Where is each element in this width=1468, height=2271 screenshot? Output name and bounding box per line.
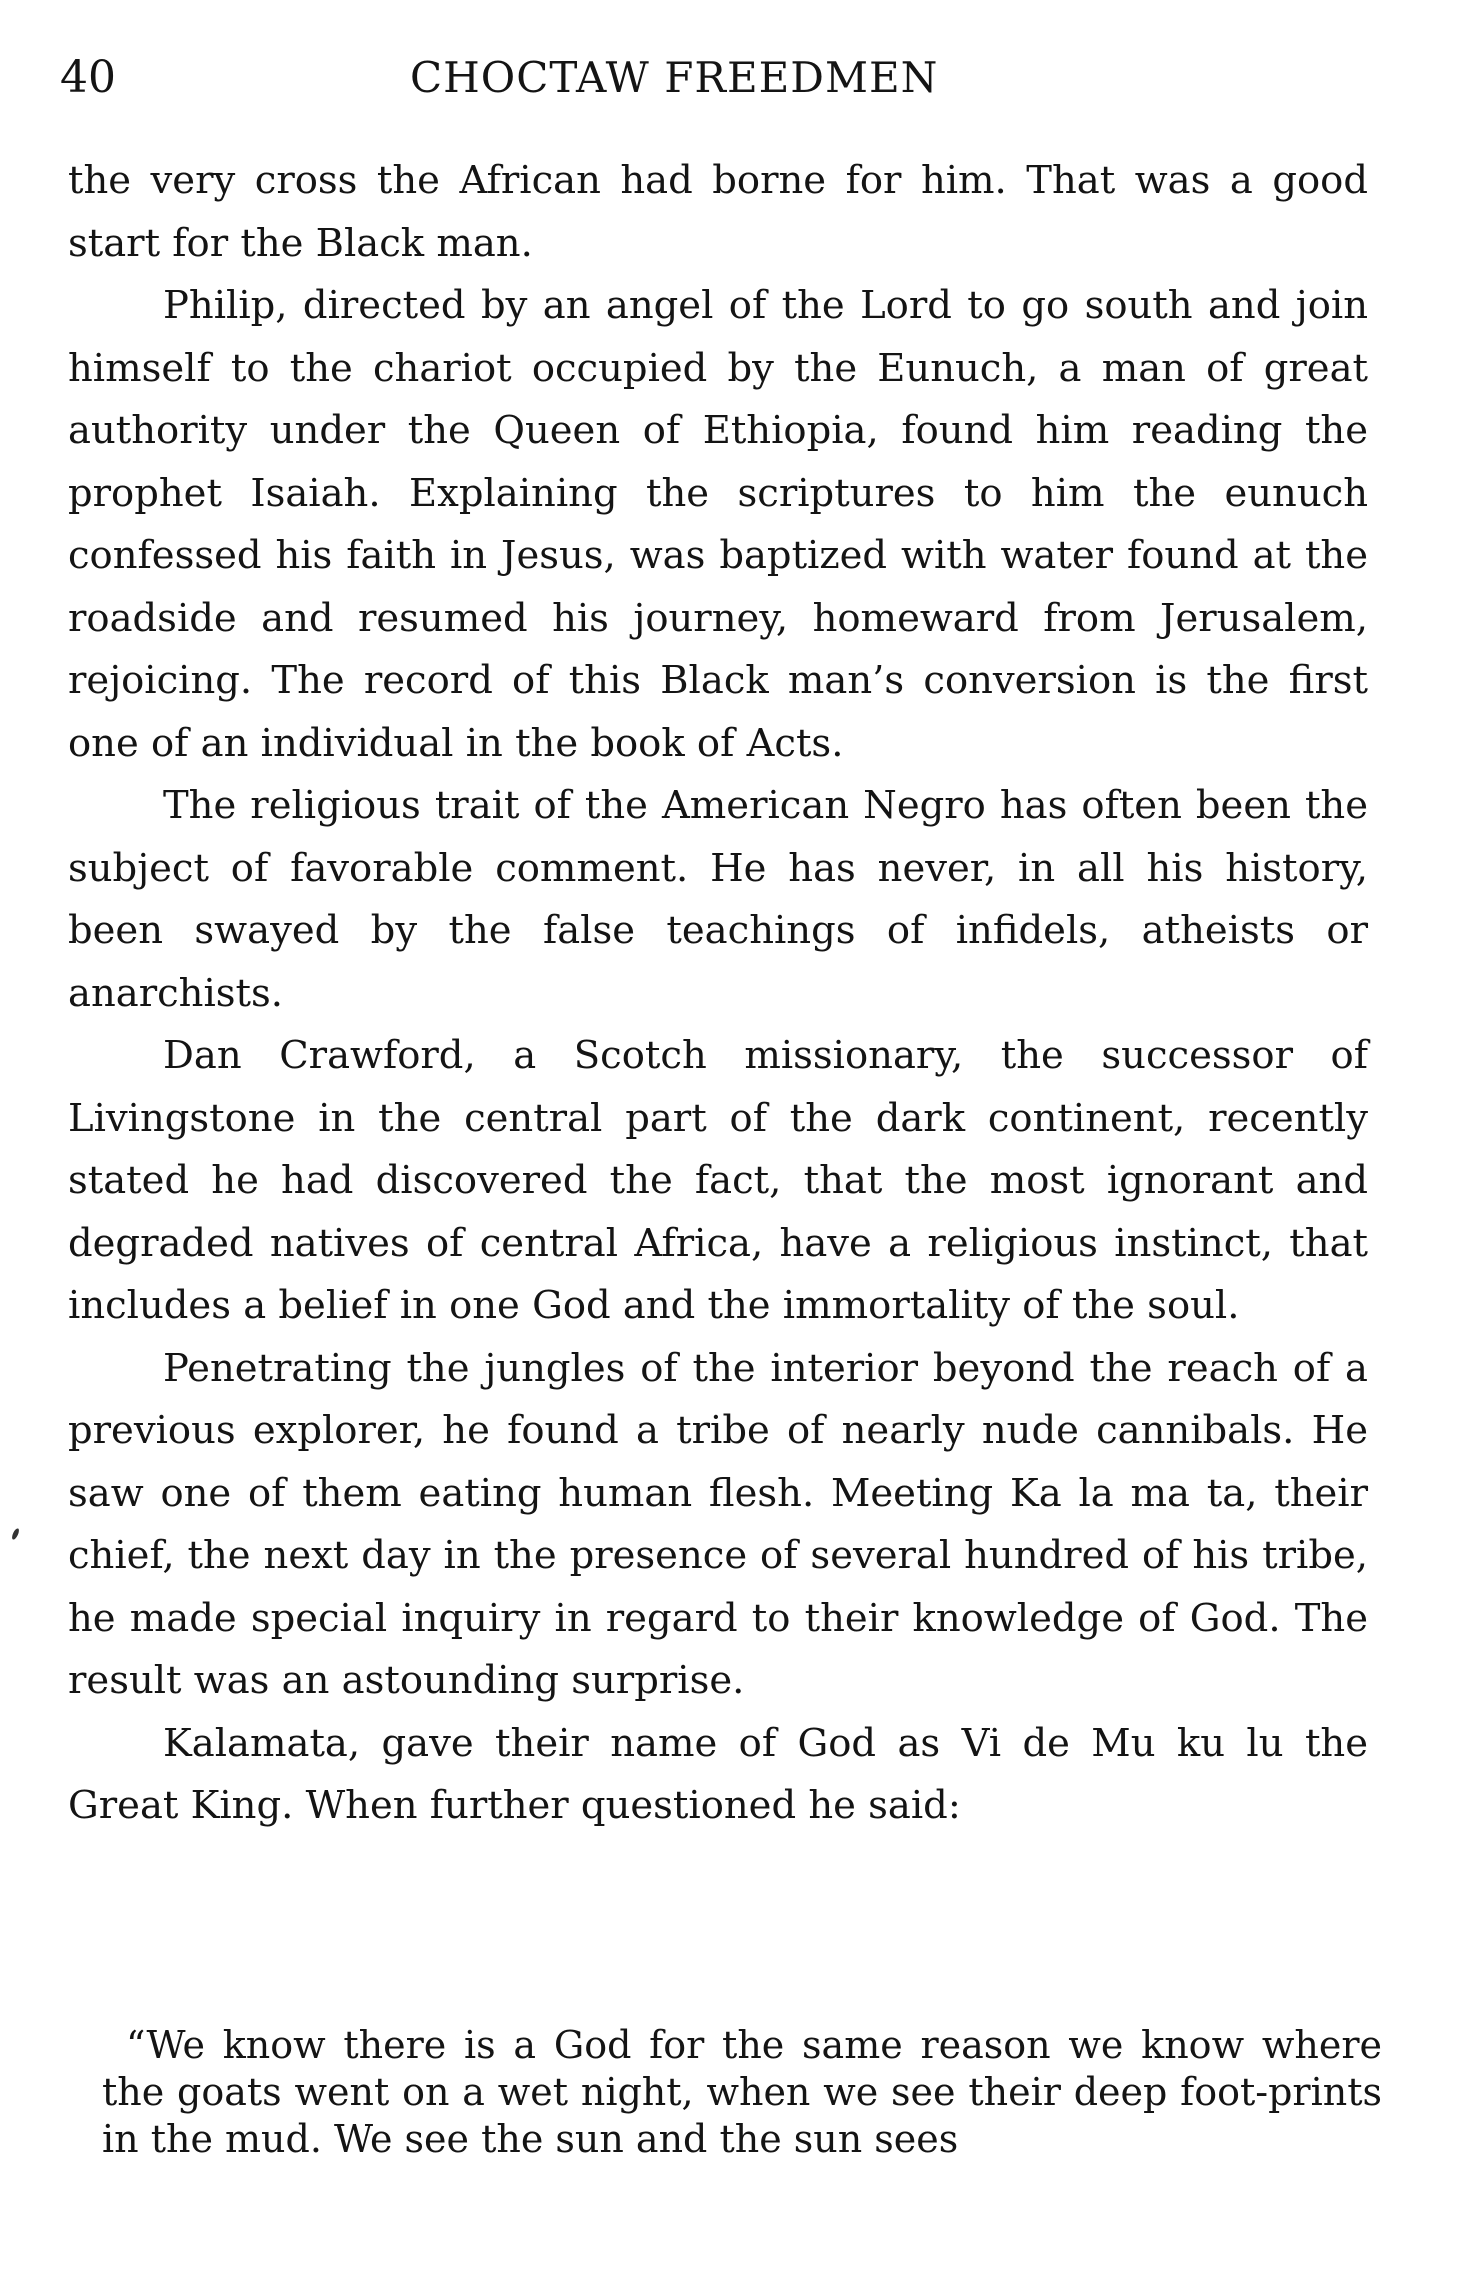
quote-text: “We know there is a God for the same reason we know where the goats went on a wet night, when we see their deep foot-prints in the mud. We see the sun and the sun sees bbox=[102, 2023, 1382, 2161]
running-title: CHOCTAW FREEDMEN bbox=[410, 53, 939, 102]
page-number: 40 bbox=[60, 52, 116, 103]
margin-mark bbox=[11, 1528, 21, 1541]
paragraph-kalamata: Kalamata, gave their name of God as Vi de Mu ku lu the Great King. When further questioned he said: bbox=[68, 1720, 1368, 1828]
paragraph-dan-crawford: Dan Crawford, a Scotch missionary, the successor of Livingstone in the central part of the dark continent, recently stated he had discovered the fact, that the most ignorant and degraded natives of central Africa, have a religious instinct, that includes a belief in one God and the immortality of the soul. bbox=[68, 1033, 1368, 1328]
block-quote bbox=[102, 2022, 1382, 2163]
paragraph-religious-trait: The religious trait of the American Negro has often been the subject of favorable comment. He has never, in all his history, been swayed by the false teachings of infidels, atheists or anarchists. bbox=[68, 783, 1368, 1016]
paragraph-philip: Philip, directed by an angel of the Lord to go south and join himself to the chariot occupied by the Eunuch, a man of great authority under the Queen of Ethiopia, found him reading the prophet Isaiah. Explaining the scriptures to him the eunuch confessed his faith in Jesus, was baptized with water found at the roadside and resumed his journey, homeward from Jerusalem, rejoicing. The record of this Black man’s conversion is the first one of an individual in the book of Acts. bbox=[68, 283, 1368, 766]
paragraph-penetrating-jungles: Penetrating the jungles of the interior beyond the reach of a previous explorer, he found a tribe of nearly nude cannibals. He saw one of them eating human flesh. Meeting Ka la ma ta, their chief, the next day in the presence of several hundred of his tribe, he made special inquiry in regard to their knowledge of God. The result was an astounding surprise. bbox=[68, 1345, 1368, 1703]
running-head bbox=[60, 48, 1360, 108]
body-text bbox=[68, 150, 1368, 1838]
paragraph-continuation: the very cross the African had borne for him. That was a good start for the Black man. bbox=[68, 158, 1368, 266]
